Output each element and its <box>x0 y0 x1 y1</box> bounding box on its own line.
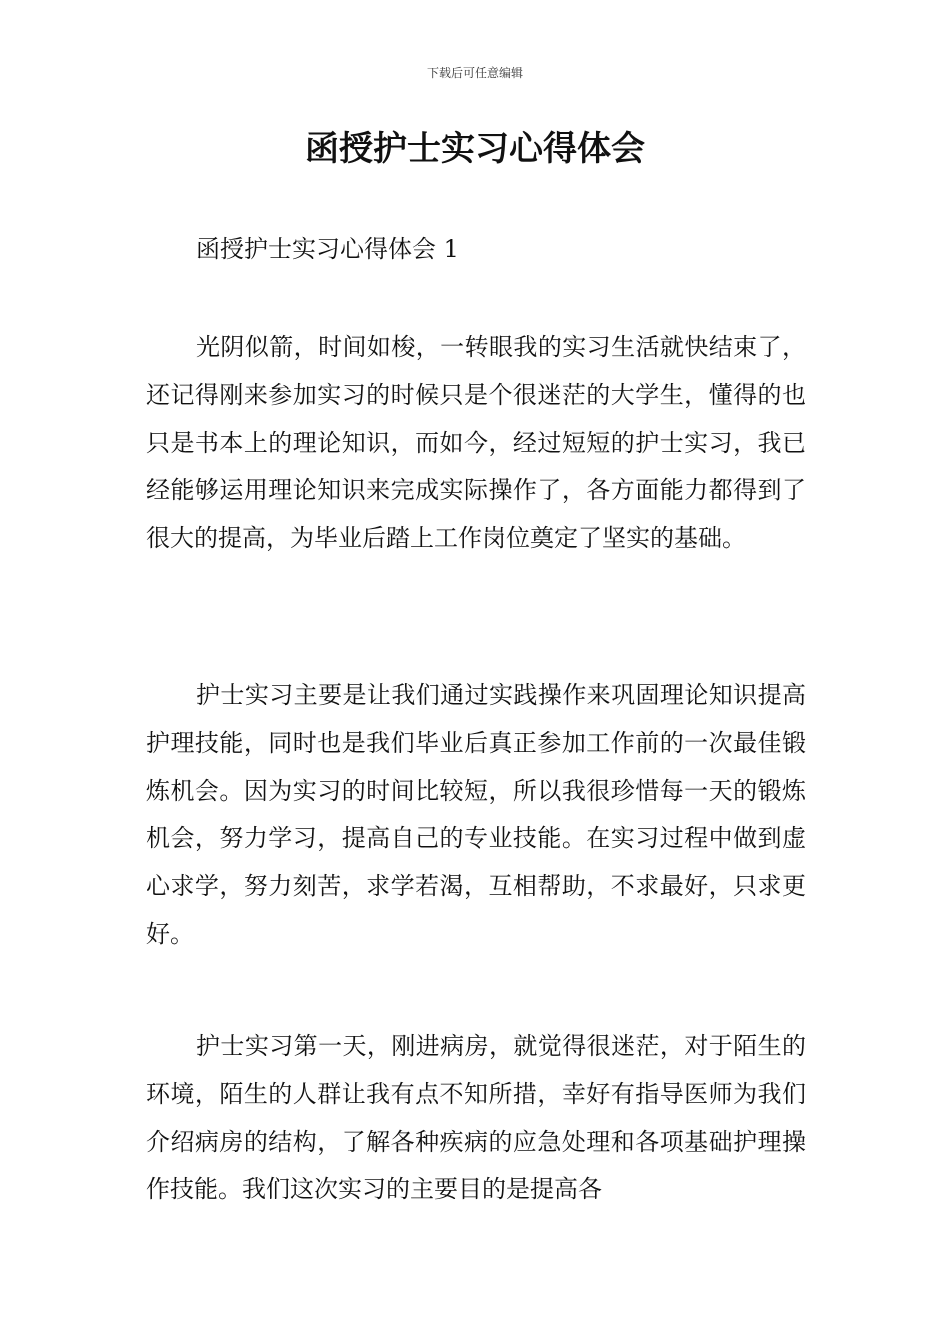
paragraph-1: 光阴似箭，时间如梭，一转眼我的实习生活就快结束了，还记得刚来参加实习的时候只是个很迷茫的大学生，懂得的也只是书本上的理论知识，而如今，经过短短的护士实习，我已经能够运用理论知识来完成实际操作了，各方面能力都得到了很大的提高，为毕业后踏上工作岗位奠定了坚实的基础。 <box>146 333 806 553</box>
paragraph-2: 护士实习主要是让我们通过实践操作来巩固理论知识提高护理技能，同时也是我们毕业后真正参加工作前的一次最佳锻炼机会。因为实习的时间比较短，所以我很珍惜每一天的锻炼机会，努力学习，提高自己的专业技能。在实习过程中做到虚心求学，努力刻苦，求学若渴，互相帮助，不求最好，只求更好。 <box>146 681 806 948</box>
paragraph-3: 护士实习第一天，刚进病房，就觉得很迷茫，对于陌生的环境，陌生的人群让我有点不知所措，幸好有指导医师为我们介绍病房的结构，了解各种疾病的应急处理和各项基础护理操作技能。我们这次实习的主要目的是提高各 <box>146 1032 806 1204</box>
header-note: 下载后可任意编辑 <box>426 66 523 80</box>
document-title: 函授护士实习心得体会 <box>305 129 645 169</box>
section-subtitle: 函授护士实习心得体会 1 <box>196 235 459 263</box>
